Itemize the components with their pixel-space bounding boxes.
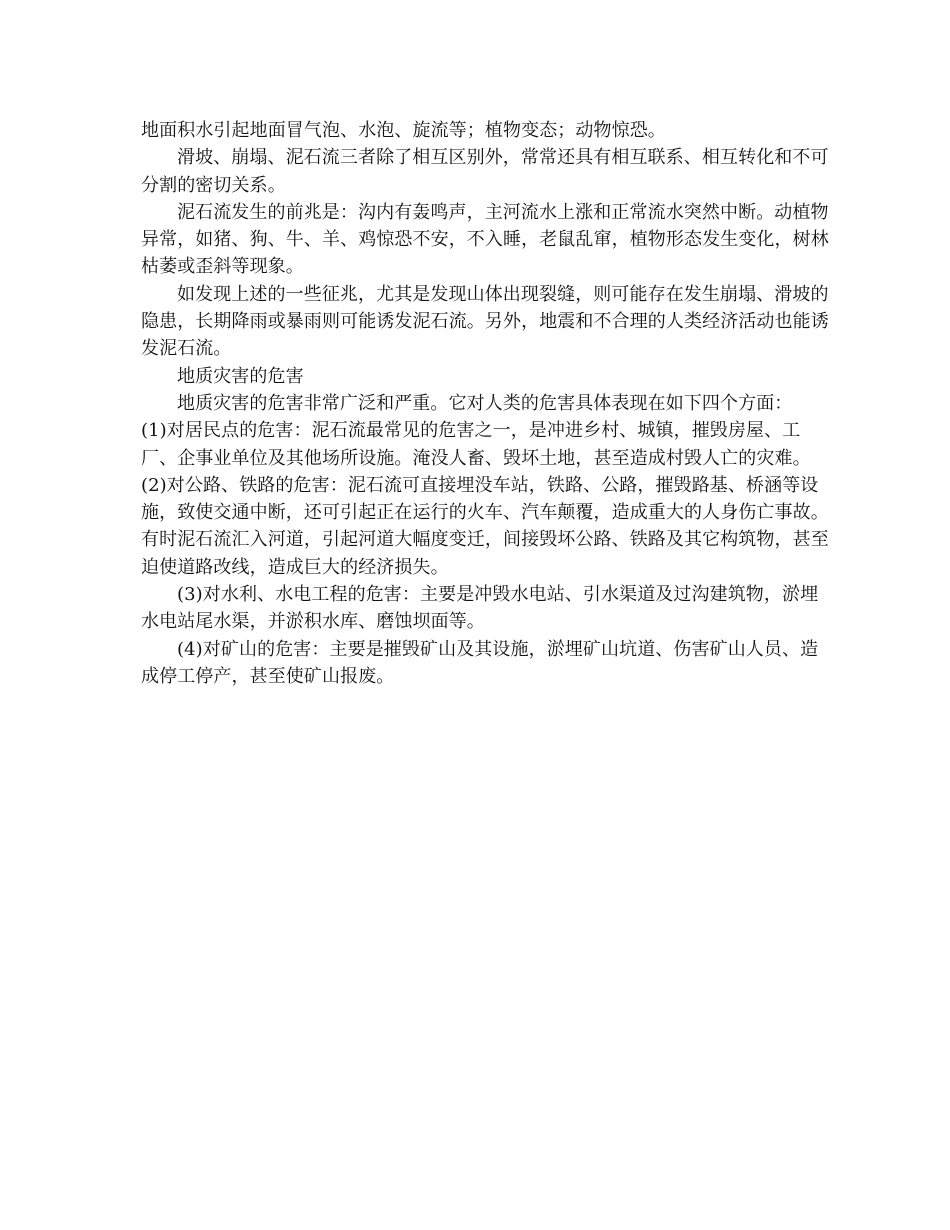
paragraph: 地质灾害的危害非常广泛和严重。它对人类的危害具体表现在如下四个方面： [177,392,793,414]
list-item: (3)对水利、水电工程的危害：主要是冲毁水电站、引水渠道及过沟建筑物，淤埋水电站尾水渠，并淤积水库、磨蚀坝面等。 [141,584,819,633]
document-body [141,117,831,690]
paragraph: 滑坡、崩塌、泥石流三者除了相互区别外，常常还具有相互联系、相互转化和不可分割的密切关系。 [141,147,829,196]
section-heading: 地质灾害的危害 [177,365,304,387]
list-item: (2)对公路、铁路的危害：泥石流可直接埋没车站，铁路、公路，摧毁路基、桥涵等设施，致使交通中断，还可引起正在运行的火车、汽车颠覆，造成重大的人身伤亡事故。有时泥石流汇入河道，引起河道大幅度变迁，间接毁坏公路、铁路及其它构筑物，甚至迫使道路改线，造成巨大的经济损失。 [141,474,829,578]
paragraph: 如发现上述的一些征兆，尤其是发现山体出现裂缝，则可能存在发生崩塌、滑坡的隐患，长期降雨或暴雨则可能诱发泥石流。另外，地震和不合理的人类经济活动也能诱发泥石流。 [141,283,829,360]
paragraph: 泥石流发生的前兆是：沟内有轰鸣声，主河流水上涨和正常流水突然中断。动植物异常，如猪、狗、牛、羊、鸡惊恐不安，不入睡，老鼠乱窜，植物形态发生变化，树林枯萎或歪斜等现象。 [141,201,829,278]
list-item: (4)对矿山的危害：主要是摧毁矿山及其设施，淤埋矿山坑道、伤害矿山人员、造成停工停产，甚至使矿山报废。 [141,638,819,687]
paragraph: 地面积水引起地面冒气泡、水泡、旋流等；植物变态；动物惊恐。 [141,120,666,141]
list-item: (1)对居民点的危害：泥石流最常见的危害之一，是冲进乡村、城镇，摧毁房屋、工厂、企事业单位及其他场所设施。淹没人畜、毁坏土地，甚至造成村毁人亡的灾难。 [141,420,811,469]
